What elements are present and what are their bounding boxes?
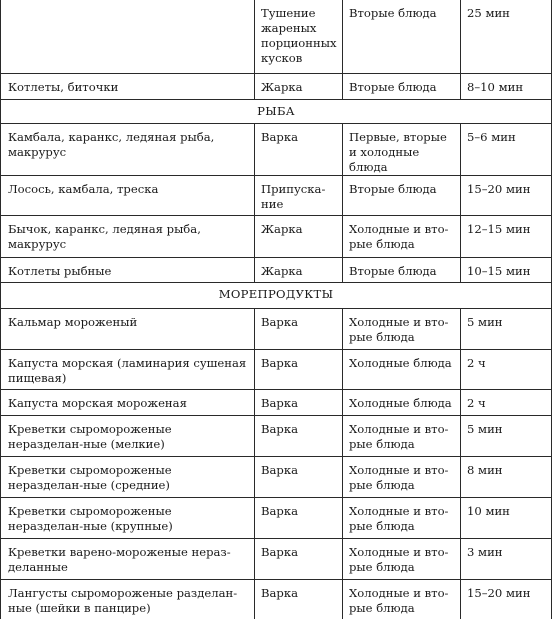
- method-cell: Варка: [255, 456, 343, 497]
- method-cell: Варка: [255, 415, 343, 456]
- dish-cell: Холодные и вто-рые блюда: [343, 497, 461, 538]
- dish-cell: Холодные и вто-рые блюда: [343, 538, 461, 579]
- time-cell: 3 мин: [461, 538, 552, 579]
- time-cell: 15–20 мин: [461, 579, 552, 619]
- dish-cell: Первые, вторые и холодные блюда: [343, 123, 461, 175]
- time-cell: 12–15 мин: [461, 215, 552, 257]
- product-cell: Котлеты, биточки: [1, 73, 255, 99]
- method-cell: Припуска-ние: [255, 175, 343, 215]
- product-cell: Креветки варено-мороженые нераз-деланные: [1, 538, 255, 579]
- table-row: [1, 257, 552, 282]
- table-row: [1, 308, 552, 349]
- method-cell: Жарка: [255, 73, 343, 99]
- product-cell: Бычок, каранкс, ледяная рыба, макрурус: [1, 215, 255, 257]
- product-cell: Лосось, камбала, треска: [1, 175, 255, 215]
- method-cell: Жарка: [255, 215, 343, 257]
- section-title: МОРЕПРОДУКТЫ: [1, 282, 552, 308]
- dish-cell: Холодные и вто-рые блюда: [343, 456, 461, 497]
- table-row: [1, 175, 552, 215]
- time-cell: 25 мин: [461, 0, 552, 73]
- dish-cell: Холодные и вто-рые блюда: [343, 215, 461, 257]
- method-cell: Варка: [255, 579, 343, 619]
- table-row: [1, 415, 552, 456]
- product-cell: Креветки сыромороженые неразделан-ные (средние): [1, 456, 255, 497]
- table-row: [1, 456, 552, 497]
- section-header-row: [1, 282, 552, 308]
- time-cell: 10–15 мин: [461, 257, 552, 282]
- method-cell: Варка: [255, 538, 343, 579]
- time-cell: 10 мин: [461, 497, 552, 538]
- product-cell: Капуста морская (ламинария сушеная пищевая): [1, 349, 255, 389]
- table-row: [1, 497, 552, 538]
- method-cell: Варка: [255, 123, 343, 175]
- product-cell: Кальмар мороженый: [1, 308, 255, 349]
- dish-cell: Вторые блюда: [343, 73, 461, 99]
- product-cell: Капуста морская мороженая: [1, 389, 255, 415]
- time-cell: 2 ч: [461, 349, 552, 389]
- method-cell: Жарка: [255, 257, 343, 282]
- method-cell: Варка: [255, 349, 343, 389]
- dish-cell: Холодные и вто-рые блюда: [343, 579, 461, 619]
- time-cell: 2 ч: [461, 389, 552, 415]
- time-cell: 15–20 мин: [461, 175, 552, 215]
- table-row: [1, 389, 552, 415]
- table-row: [1, 579, 552, 619]
- time-cell: 5 мин: [461, 415, 552, 456]
- dish-cell: Вторые блюда: [343, 175, 461, 215]
- dish-cell: Вторые блюда: [343, 0, 461, 73]
- dish-cell: Вторые блюда: [343, 257, 461, 282]
- time-cell: 8 мин: [461, 456, 552, 497]
- method-cell: Варка: [255, 497, 343, 538]
- section-title: РЫБА: [1, 99, 552, 123]
- dish-cell: Холодные блюда: [343, 389, 461, 415]
- table-row: [1, 123, 552, 175]
- table-row: [1, 0, 552, 73]
- table-row: [1, 215, 552, 257]
- product-cell: Креветки сыромороженые неразделан-ные (крупные): [1, 497, 255, 538]
- section-header-row: [1, 99, 552, 123]
- product-cell: Котлеты рыбные: [1, 257, 255, 282]
- table-row: [1, 538, 552, 579]
- table-row: [1, 73, 552, 99]
- product-cell: [1, 0, 255, 73]
- product-cell: Камбала, каранкс, ледяная рыба, макрурус: [1, 123, 255, 175]
- table-row: [1, 349, 552, 389]
- time-cell: 8–10 мин: [461, 73, 552, 99]
- method-cell: Тушение жареных порционных кусков: [255, 0, 343, 73]
- dish-cell: Холодные и вто-рые блюда: [343, 415, 461, 456]
- product-cell: Лангусты сыромороженые разделан-ные (шейки в панцире): [1, 579, 255, 619]
- dish-cell: Холодные и вто-рые блюда: [343, 308, 461, 349]
- product-cell: Креветки сыромороженые неразделан-ные (мелкие): [1, 415, 255, 456]
- time-cell: 5–6 мин: [461, 123, 552, 175]
- method-cell: Варка: [255, 389, 343, 415]
- dish-cell: Холодные блюда: [343, 349, 461, 389]
- time-cell: 5 мин: [461, 308, 552, 349]
- method-cell: Варка: [255, 308, 343, 349]
